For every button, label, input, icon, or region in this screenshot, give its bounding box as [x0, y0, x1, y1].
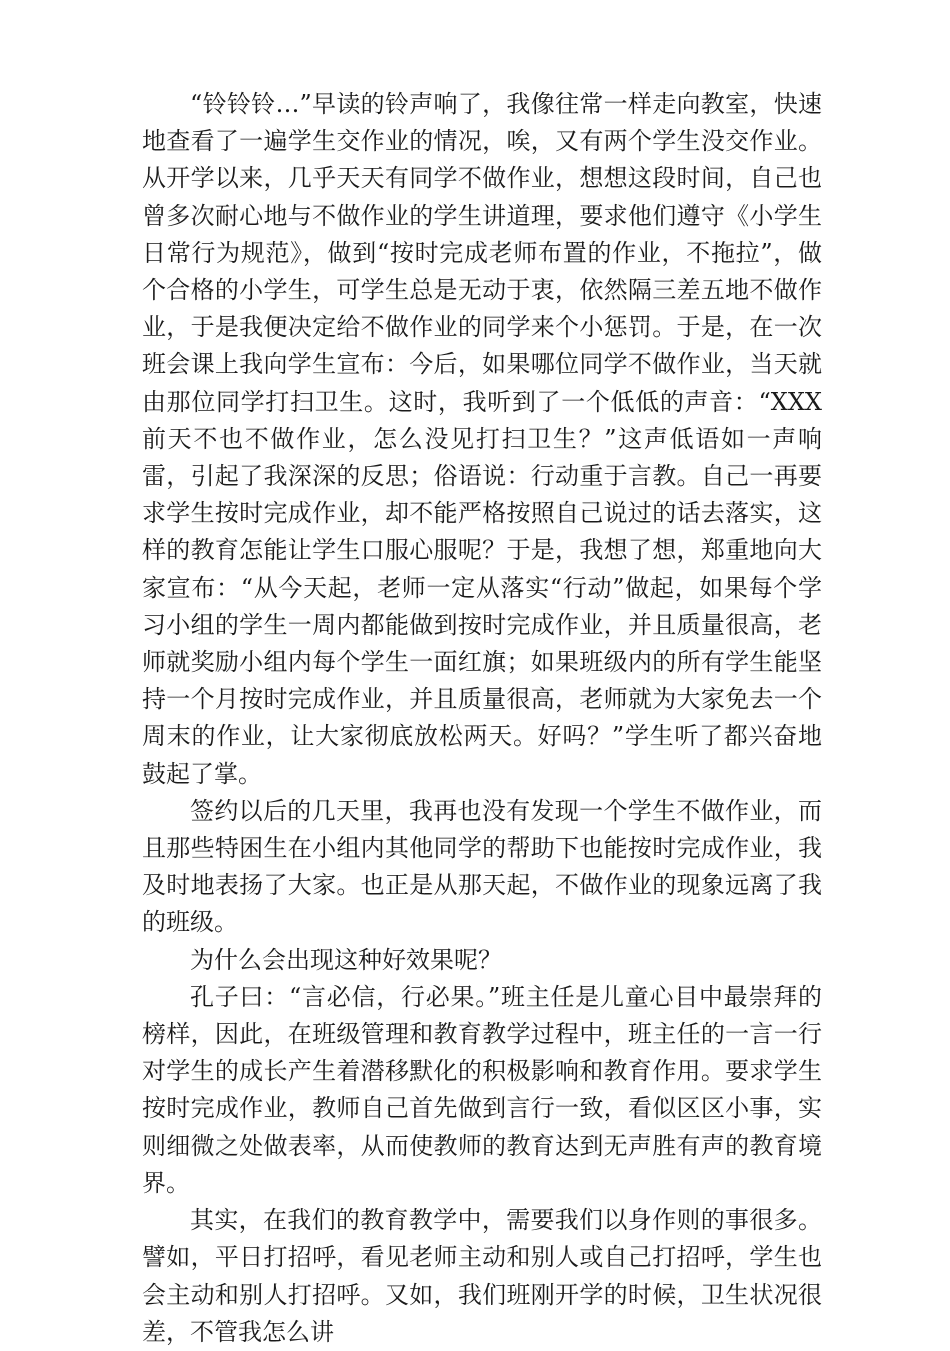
paragraph-3: 为什么会出现这种好效果呢？ [190, 945, 502, 974]
document-body [142, 86, 822, 1351]
paragraph-4: 孔子曰：“言必信，行必果。”班主任是儿童心目中最崇拜的榜样，因此，在班级管理和教育教学过程中，班主任的一言一行对学生的成长产生着潜移默化的积极影响和教育作用。要求学生按时完成作业，教师自己首先做到言行一致，看似区区小事，实则细微之处做表率，从而使教师的教育达到无声胜有声的教育境界。 [142, 982, 822, 1197]
paragraph-5: 其实，在我们的教育教学中，需要我们以身作则的事很多。譬如，平日打招呼，看见老师主动和别人或自己打招呼，学生也会主动和别人打招呼。又如，我们班刚开学的时候，卫生状况很差，不管我怎么讲 [142, 1206, 822, 1346]
paragraph-2: 签约以后的几天里，我再也没有发现一个学生不做作业，而且那些特困生在小组内其他同学的帮助下也能按时完成作业，我及时地表扬了大家。也正是从那天起，不做作业的现象远离了我的班级。 [142, 796, 822, 937]
paragraph-1: “铃铃铃…”早读的铃声响了，我像往常一样走向教室，快速地查看了一遍学生交作业的情况，唉，又有两个学生没交作业。从开学以来，几乎天天有同学不做作业，想想这段时间，自己也曾多次耐心地与不做作业的学生讲道理，要求他们遵守《小学生日常行为规范》，做到“按时完成老师布置的作业，不拖拉”，做个合格的小学生，可学生总是无动于衷，依然隔三差五地不做作业，于是我便决定给不做作业的同学来个小惩罚。于是，在一次班会课上我向学生宣布：今后，如果哪位同学不做作业，当天就由那位同学打扫卫生。这时，我听到了一个低低的声音：“XXX前天不也不做作业，怎么没见打扫卫生？”这声低语如一声响雷，引起了我深深的反思；俗语说：行动重于言教。自己一再要求学生按时完成作业，却不能严格按照自己说过的话去落实，这样的教育怎能让学生口服心服呢？于是，我想了想，郑重地向大家宣布：“从今天起，老师一定从落实“行动”做起，如果每个学习小组的学生一周内都能做到按时完成作业，并且质量很高，老师就奖励小组内每个学生一面红旗；如果班级内的所有学生能坚持一个月按时完成作业，并且质量很高，老师就为大家免去一个周末的作业，让大家彻底放松两天。好吗？”学生听了都兴奋地鼓起了掌。 [142, 90, 822, 788]
